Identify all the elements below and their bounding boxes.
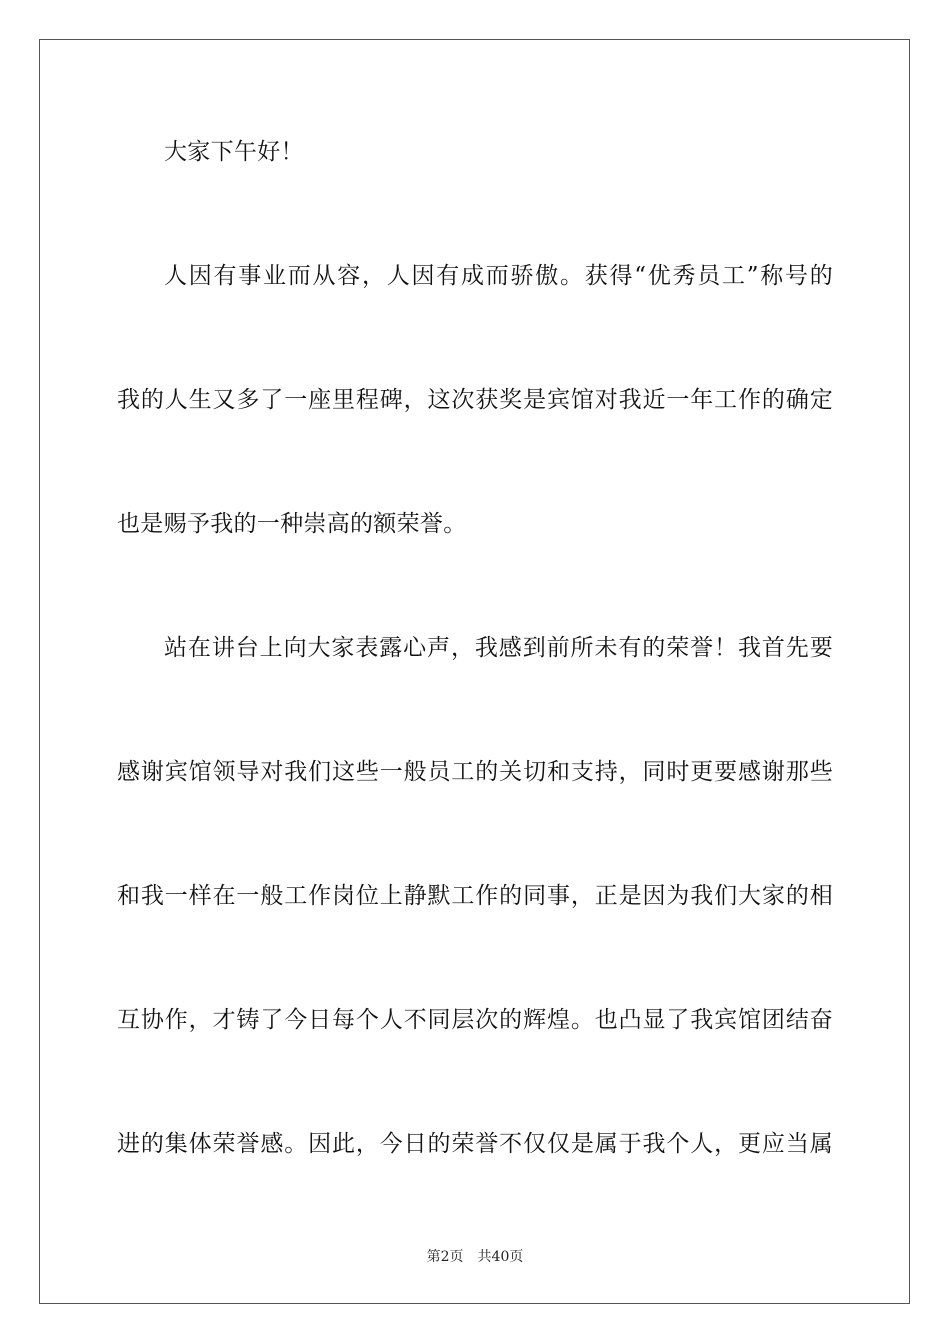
- paragraph-1-line-1: 人因有事业而从容，人因有成而骄傲。获得“优秀员工”称号的: [164, 263, 833, 289]
- paragraph-2-line-1: 站在讲台上向大家表露心声，我感到前所未有的荣誉！我首先要: [164, 635, 833, 661]
- paragraph-2-line-5: 进的集体荣誉感。因此，今日的荣誉不仅仅是属于我个人，更应当属: [117, 1131, 833, 1157]
- page-footer: [0, 1248, 950, 1266]
- paragraph-2-line-2: 感谢宾馆领导对我们这些一般员工的关切和支持，同时更要感谢那些: [117, 759, 833, 785]
- paragraph-2-line-3: 和我一样在一般工作岗位上静默工作的同事，正是因为我们大家的相: [117, 883, 833, 909]
- page-total: 共40页: [477, 1249, 524, 1265]
- greeting-line: 大家下午好！: [164, 139, 304, 165]
- paragraph-2-line-4: 互协作，才铸了今日每个人不同层次的辉煌。也凸显了我宾馆团结奋: [117, 1007, 833, 1033]
- page-number: 第2页: [426, 1249, 464, 1265]
- paragraph-1-line-3: 也是赐予我的一种崇高的额荣誉。: [117, 511, 467, 537]
- page-border: [39, 39, 910, 1304]
- paragraph-1-line-2: 我的人生又多了一座里程碑，这次获奖是宾馆对我近一年工作的确定: [117, 387, 833, 413]
